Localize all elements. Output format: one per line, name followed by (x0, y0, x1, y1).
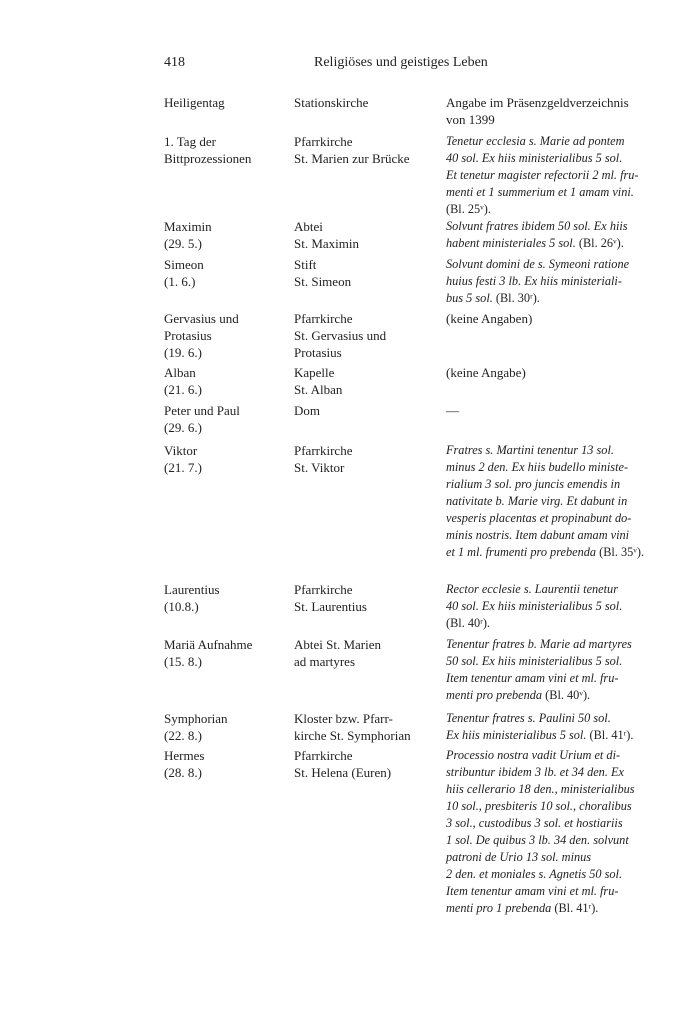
running-title: Religiöses und geistiges Leben (314, 55, 488, 70)
column-header-note-line: von 1399 (446, 112, 495, 127)
register-entry-cell (446, 747, 670, 917)
register-entry-line (446, 615, 670, 632)
station-church-cell (294, 310, 439, 361)
station-church-line: Kapelle (294, 365, 335, 380)
feast-day-cell (164, 364, 276, 398)
register-entry-cell (446, 364, 670, 381)
column-header-day: Heiligentag (164, 95, 225, 110)
register-entry-line: hiis cellerario 18 den., ministerialibus (446, 782, 635, 797)
feast-day-cell (164, 710, 276, 744)
feast-day-cell (164, 133, 276, 167)
station-church-line: St. Marien zur Brücke (294, 151, 410, 166)
station-church-cell (294, 218, 439, 252)
feast-day-line: Alban (164, 365, 196, 380)
feast-day-line: Viktor (164, 443, 198, 458)
feast-day-line: Hermes (164, 748, 205, 763)
register-entry-line: Rector ecclesie s. Laurentii tenetur (446, 582, 618, 596)
station-church-line: Pfarrkirche (294, 134, 353, 149)
feast-day-line: Symphorian (164, 711, 228, 726)
register-entry-cell (446, 710, 670, 744)
register-entry-line: 3 sol., custodibus 3 sol. et hostiariis (446, 816, 623, 831)
station-church-line: St. Gervasius und (294, 328, 387, 343)
register-entry-line: Item tenentur amam vini et ml. fru- (446, 671, 619, 686)
feast-day-cell (164, 747, 276, 781)
register-entry-line: Ex hiis ministerialibus 5 sol. (Bl. 41ʳ). (446, 728, 634, 743)
station-church-cell (294, 133, 439, 167)
page-header (164, 55, 670, 75)
register-entry-cell (446, 581, 670, 632)
register-entry-line: Solvunt domini de s. Symeoni ratione (446, 257, 630, 271)
register-entry-line: huius festi 3 lb. Ex hiis ministeriali- (446, 274, 622, 289)
feast-day-line: (15. 8.) (164, 654, 202, 669)
station-church-line: Protasius (294, 345, 342, 360)
page-number: 418 (164, 55, 185, 70)
feast-day-line: (29. 5.) (164, 236, 202, 251)
station-church-line: Abtei St. Marien (294, 637, 382, 652)
register-entry-line: Tenentur fratres s. Paulini 50 sol. (446, 711, 611, 725)
station-church-line: Kloster bzw. Pfarr- (294, 711, 393, 726)
folio-reference: (Bl. 30ʳ). (492, 291, 540, 306)
station-church-line: Pfarrkirche (294, 311, 353, 326)
feast-day-line: Gervasius und (164, 311, 239, 326)
no-entry-note: (keine Angabe) (446, 365, 526, 380)
feast-day-cell (164, 218, 276, 252)
feast-day-line: (1. 6.) (164, 274, 196, 289)
station-church-line: Pfarrkirche (294, 582, 353, 597)
feast-day-cell (164, 442, 276, 476)
register-entry-line: 50 sol. Ex hiis ministerialibus 5 sol. (446, 654, 623, 669)
station-church-cell (294, 256, 439, 290)
station-church-cell (294, 710, 439, 744)
register-entry-line: 1 sol. De quibus 3 lb. 34 den. solvunt (446, 833, 629, 848)
register-entry-cell (446, 310, 670, 327)
register-entry-line: menti pro prebenda (Bl. 40ᵛ). (446, 688, 591, 703)
register-entry-cell (446, 256, 670, 307)
column-header-note-line: Angabe im Präsenzgeldverzeichnis (446, 95, 629, 110)
feast-day-cell (164, 256, 276, 290)
station-church-line: St. Viktor (294, 460, 345, 475)
station-church-line: ad martyres (294, 654, 356, 669)
folio-reference: (Bl. 35ᵛ). (596, 545, 645, 560)
station-church-line: St. Alban (294, 382, 343, 397)
feast-day-line: (21. 7.) (164, 460, 202, 475)
feast-day-line: 1. Tag der (164, 134, 216, 149)
station-church-cell (294, 747, 439, 781)
register-entry-line: vesperis placentas et propinabunt do- (446, 511, 632, 526)
feast-day-line: Simeon (164, 257, 204, 272)
register-entry-cell (446, 402, 670, 419)
feast-day-line: (19. 6.) (164, 345, 202, 360)
folio-reference: (Bl. 40ʳ). (446, 616, 490, 631)
register-entry-line: stribuntur ibidem 3 lb. et 34 den. Ex (446, 765, 624, 780)
register-entry-line: Item tenentur amam vini et ml. fru- (446, 884, 619, 899)
feast-day-line: Peter und Paul (164, 403, 240, 418)
register-entry-line: bus 5 sol. (Bl. 30ʳ). (446, 291, 540, 306)
station-church-line: Pfarrkirche (294, 748, 353, 763)
register-entry-line: Et tenetur magister refectorii 2 ml. fru- (446, 168, 639, 183)
station-church-line: St. Laurentius (294, 599, 367, 614)
column-header-note (446, 94, 670, 128)
register-entry-cell (446, 636, 670, 704)
column-header-church: Stationskirche (294, 95, 369, 110)
register-entry-cell (446, 218, 670, 252)
folio-reference: (Bl. 41ʳ). (551, 901, 599, 916)
register-entry-line: 40 sol. Ex hiis ministerialibus 5 sol. (446, 151, 623, 166)
register-entry-line: minis nostris. Item dabunt amam vini (446, 528, 630, 543)
station-church-cell (294, 442, 439, 476)
station-church-cell (294, 636, 439, 670)
station-church-line: Stift (294, 257, 317, 272)
register-entry-cell (446, 133, 670, 218)
feast-day-line: (22. 8.) (164, 728, 202, 743)
station-church-line: Abtei (294, 219, 323, 234)
register-entry-line: nativitate b. Marie virg. Et dabunt in (446, 494, 628, 509)
feast-day-cell (164, 581, 276, 615)
feast-day-line: Maximin (164, 219, 212, 234)
feast-day-line: (21. 6.) (164, 382, 202, 397)
folio-reference: (Bl. 25ᵛ). (446, 202, 491, 217)
feast-day-line: (28. 8.) (164, 765, 202, 780)
register-entry-line: 40 sol. Ex hiis ministerialibus 5 sol. (446, 599, 623, 614)
register-entry-line: minus 2 den. Ex hiis budello ministe- (446, 460, 629, 475)
register-entry-line: menti et 1 summerium et 1 amam vini. (446, 185, 634, 200)
feast-day-line: Mariä Aufnahme (164, 637, 253, 652)
station-church-line: Dom (294, 403, 320, 418)
station-church-cell (294, 402, 439, 419)
station-church-cell (294, 581, 439, 615)
station-church-cell (294, 364, 439, 398)
feast-day-cell (164, 636, 276, 670)
register-entry-cell (446, 442, 670, 561)
register-entry-line: Solvunt fratres ibidem 50 sol. Ex hiis (446, 219, 628, 233)
station-church-line: St. Helena (Euren) (294, 765, 392, 780)
feast-day-line: Protasius (164, 328, 212, 343)
register-entry-line: Fratres s. Martini tenentur 13 sol. (446, 443, 614, 457)
register-entry-line: et 1 ml. frumenti pro prebenda (Bl. 35ᵛ). (446, 545, 645, 560)
folio-reference: (Bl. 41ʳ). (586, 728, 634, 743)
station-church-line: St. Maximin (294, 236, 360, 251)
register-entry-line: habent ministeriales 5 sol. (Bl. 26ᵛ). (446, 236, 624, 251)
dash-placeholder: — (446, 403, 459, 418)
feast-day-cell (164, 310, 276, 361)
station-church-line: St. Simeon (294, 274, 352, 289)
register-entry-line: Processio nostra vadit Urium et di- (446, 748, 621, 762)
register-entry-line: rialium 3 sol. pro juncis emendis in (446, 477, 621, 492)
register-entry-line: Tenentur fratres b. Marie ad martyres (446, 637, 632, 651)
register-entry-line: 2 den. et moniales s. Agnetis 50 sol. (446, 867, 623, 882)
folio-reference: (Bl. 26ᵛ). (575, 236, 624, 251)
no-entry-note: (keine Angaben) (446, 311, 533, 326)
register-entry-line: menti pro 1 prebenda (Bl. 41ʳ). (446, 901, 599, 916)
register-entry-line: 10 sol., presbiteris 10 sol., choralibus (446, 799, 632, 814)
register-entry-line: patroni de Urio 13 sol. minus (446, 850, 592, 865)
register-entry-line: Tenetur ecclesia s. Marie ad pontem (446, 134, 625, 148)
folio-reference: (Bl. 40ᵛ). (542, 688, 591, 703)
station-church-line: Pfarrkirche (294, 443, 353, 458)
feast-day-line: (29. 6.) (164, 420, 202, 435)
feast-day-line: (10.8.) (164, 599, 199, 614)
register-entry-line (446, 201, 670, 218)
feast-day-line: Bittprozessionen (164, 151, 252, 166)
feast-day-cell (164, 402, 276, 436)
feast-day-line: Laurentius (164, 582, 220, 597)
station-church-line: kirche St. Symphorian (294, 728, 411, 743)
